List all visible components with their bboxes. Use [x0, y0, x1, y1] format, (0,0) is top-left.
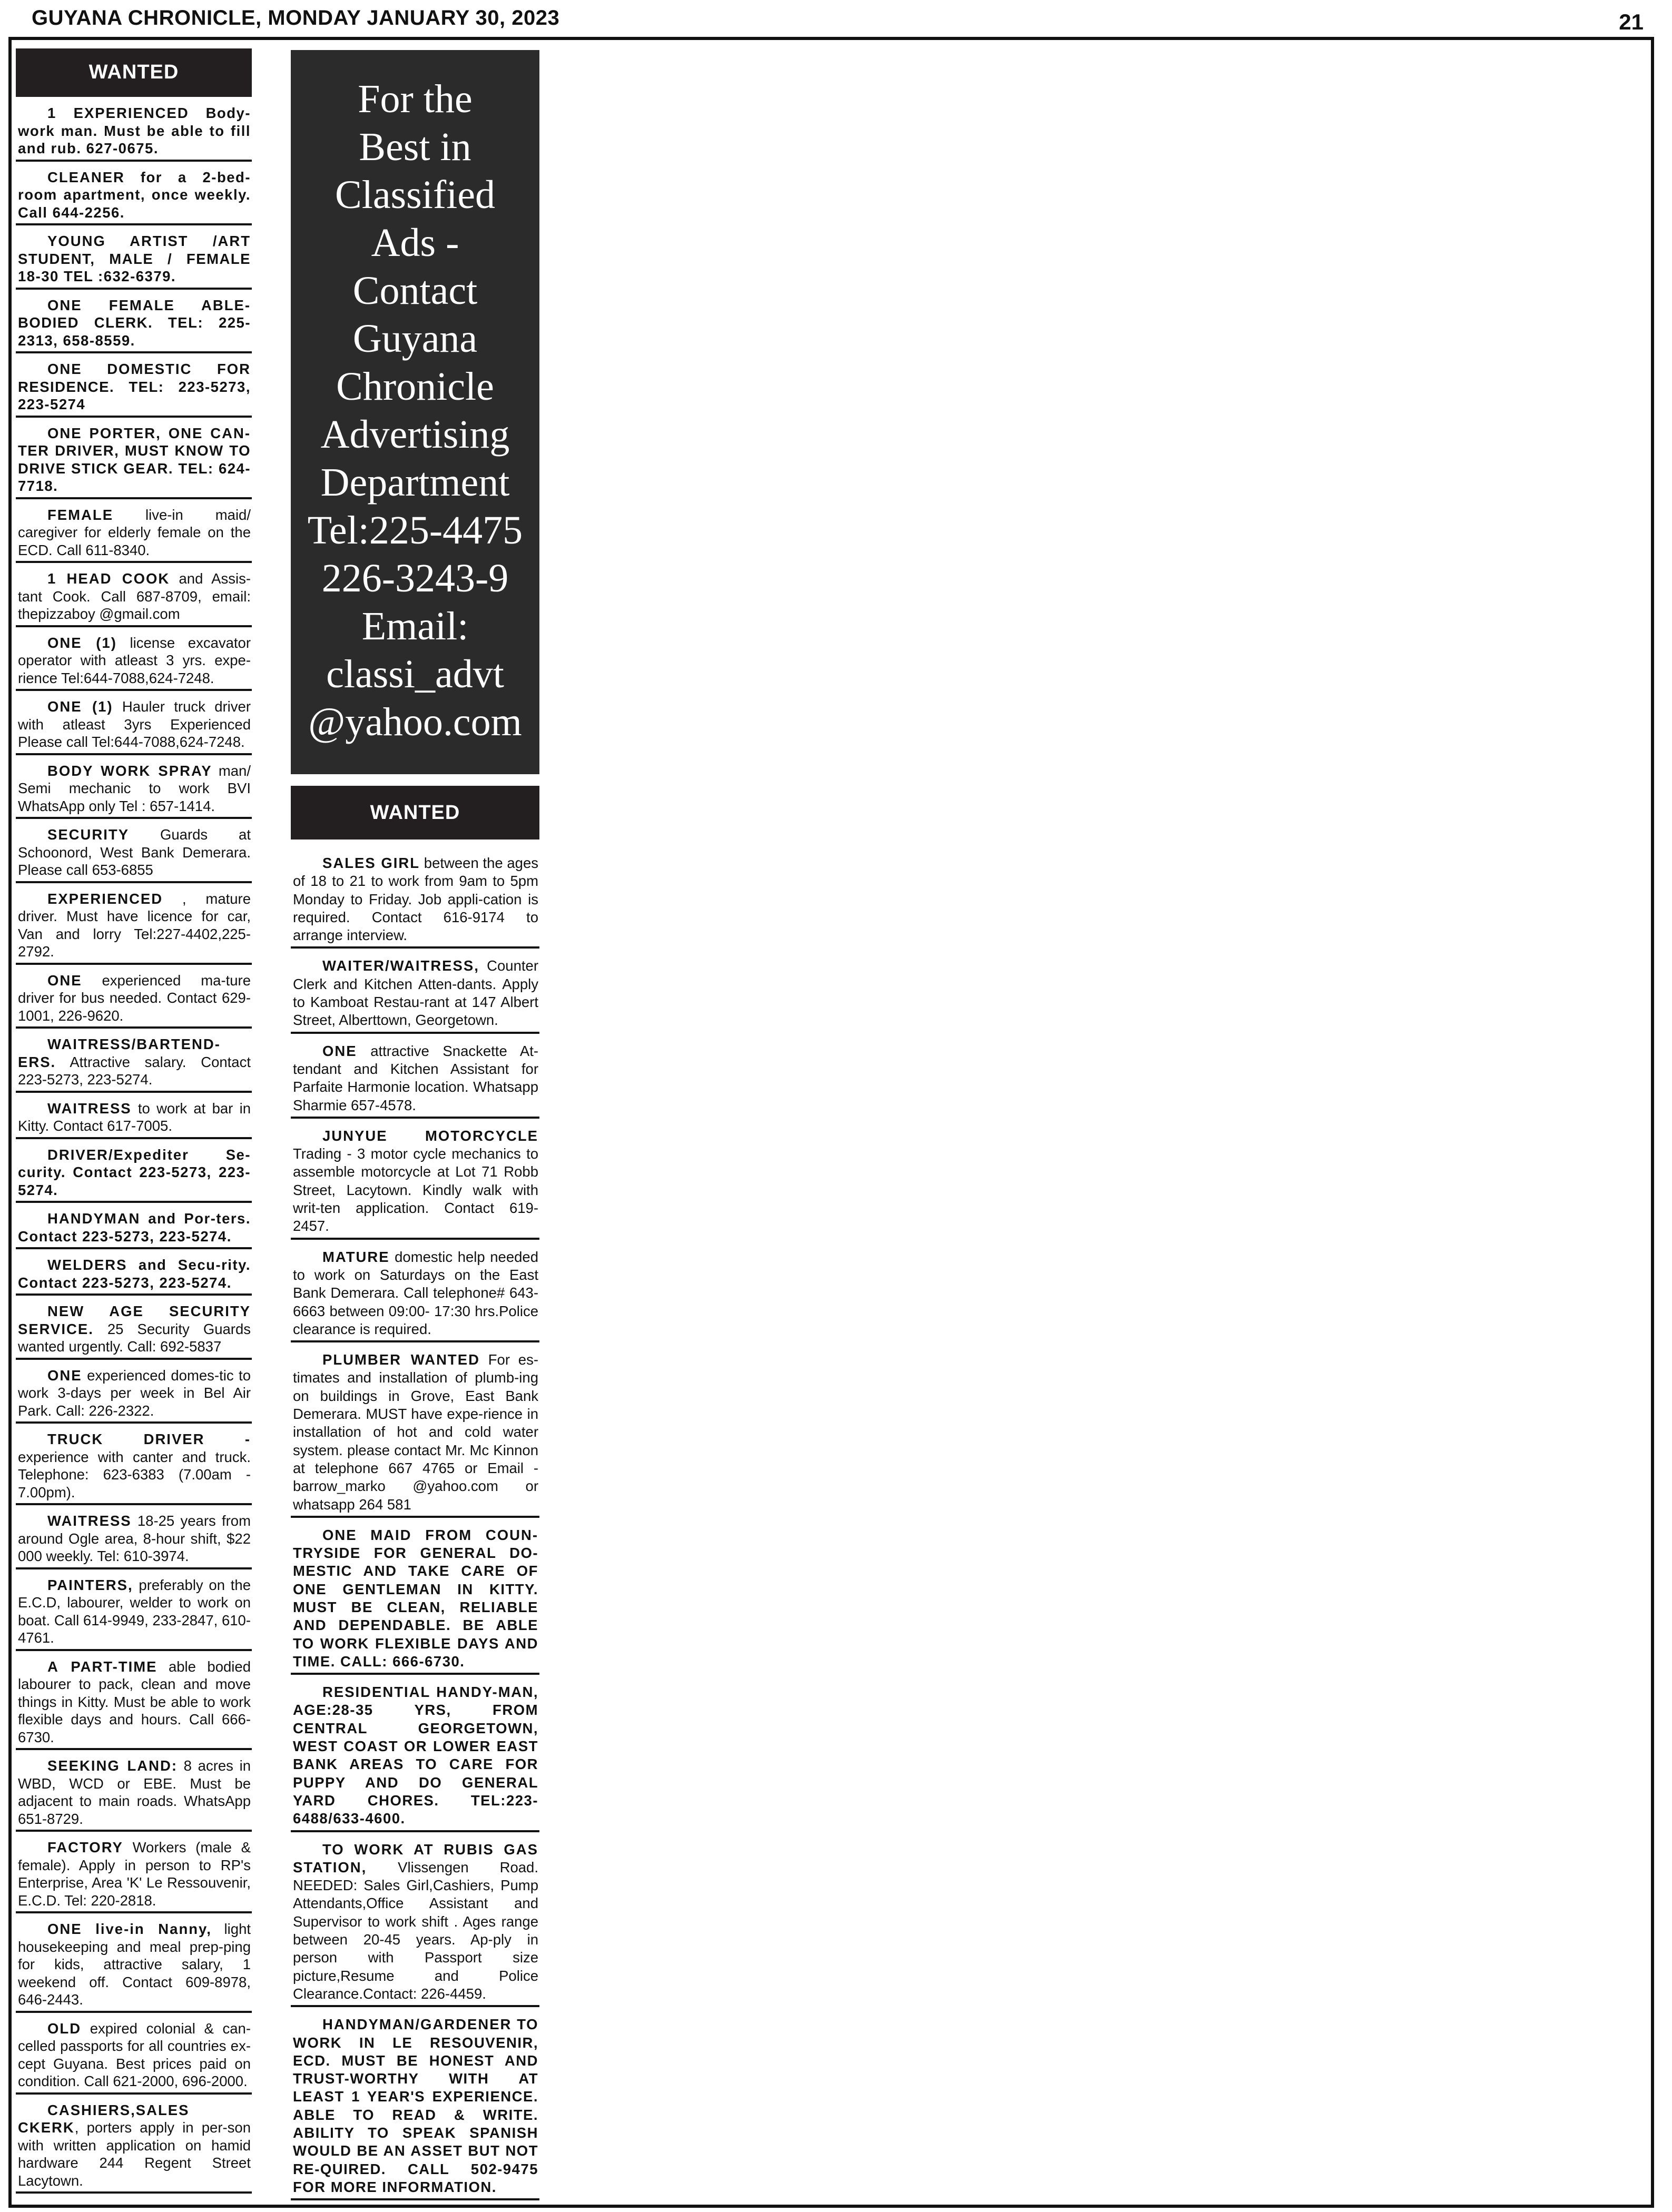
classified-ad	[291, 1040, 539, 1119]
ad-lead: OLD	[47, 2020, 82, 2037]
ad-lead: BODY WORK SPRAY	[47, 762, 212, 779]
ad-lead: TRUCK DRIVER -	[47, 1431, 251, 1447]
classified-ad	[16, 230, 252, 290]
ad-body: Workers (male & female). Apply in person to RP's Enterprise, Area 'K' Le Ressouvenir, E.C.D. Tel: 220-2818.	[18, 1839, 251, 1909]
classified-ad	[16, 1300, 252, 1360]
ad-lead: ONE	[47, 1367, 82, 1384]
classified-ad	[16, 1574, 252, 1651]
classified-ad	[16, 568, 252, 627]
promo-line: 226-3243-9	[321, 556, 509, 600]
ad-body: For es-timates and installation of plumb-ing on buildings in Grove, East Bank Demerara. MUST have expe-rience in installation of hot and cold water system. please contact Mr. Mc Kinnon at telephone 667 4765 or Email - barrow_marko @yahoo.com or whatsapp 264 581	[293, 1351, 538, 1513]
classified-ad	[16, 760, 252, 819]
ad-body: man/ Semi mechanic to work BVI WhatsApp only Tel : 657-1414.	[18, 762, 251, 814]
promo-line: Ads -	[371, 221, 459, 265]
ad-list	[291, 852, 539, 2200]
classified-ad	[16, 1254, 252, 1296]
ad-lead: 1 EXPERIENCED	[47, 105, 189, 121]
promo-line: Contact	[352, 269, 478, 313]
classified-column-right	[291, 50, 539, 2207]
ad-lead: JUNYUE MOTORCYCLE	[322, 1127, 538, 1144]
ad-lead: A PART-TIME	[47, 1658, 158, 1675]
classified-ad	[291, 1681, 539, 1832]
ad-lead: ONE live-in Nanny,	[47, 1921, 212, 1937]
ad-body: experience with canter and truck. Telephone: 623-6383 (7.00am - 7.00pm).	[18, 1448, 251, 1500]
classified-ad	[291, 955, 539, 1033]
ad-body: Se-curity. Contact 223-5273, 223-5274.	[18, 1146, 251, 1198]
ad-body: and Por-ters. Contact 223-5273, 223-5274.	[18, 1210, 251, 1245]
classified-column-left	[16, 48, 252, 2198]
ad-lead: PLUMBER WANTED	[322, 1351, 480, 1368]
ad-body: license excavator operator with atleast 3 yrs. expe-rience Tel:644-7088,624-7248.	[18, 634, 251, 686]
ad-body: preferably on the E.C.D, labourer, welder to work on boat. Call 614-9949, 233-2847, 610-4761.	[18, 1576, 251, 1646]
newspaper-dateline: GUYANA CHRONICLE, MONDAY JANUARY 30, 2023	[32, 6, 560, 29]
ad-lead: ONE	[47, 972, 82, 989]
classified-ad	[16, 696, 252, 755]
ad-lead: WAITER/WAITRESS,	[322, 957, 479, 974]
promo-line: Best in	[359, 125, 471, 169]
promo-line: For the	[358, 77, 473, 121]
classified-ad	[16, 1428, 252, 1505]
ad-lead: ONE (1)	[47, 698, 113, 715]
classified-ad	[291, 1524, 539, 1675]
ad-lead: SALES GIRL	[322, 855, 420, 871]
classified-ad	[16, 422, 252, 499]
ad-lead: ONE FEMALE ABLE-	[47, 297, 251, 313]
ad-body: RESIDENCE. TEL: 223-5273, 223-5274	[18, 378, 251, 412]
ad-body: , mature driver. Must have licence for car, Van and lorry Tel:227-4402,225-2792.	[18, 890, 251, 960]
ad-lead: WAITRESS	[47, 1513, 132, 1529]
classified-ad	[16, 504, 252, 564]
ad-lead: EXPERIENCED	[47, 890, 163, 907]
classified-ad	[16, 2099, 252, 2194]
ad-body: between the ages of 18 to 21 to work from 9am to 5pm Monday to Friday. Job appli-cation is required. Contact 616-9174 to arrange interview.	[293, 855, 538, 944]
classified-ad	[16, 1656, 252, 1751]
ad-body: for a 2-bed-room apartment, once weekly. Call 644-2256.	[18, 169, 251, 221]
classified-ad	[291, 852, 539, 949]
ad-body: 8 acres in WBD, WCD or EBE. Must be adjacent to main roads. WhatsApp 651-8729.	[18, 1757, 251, 1827]
ad-lead: RESIDENTIAL HANDY-	[322, 1684, 498, 1701]
classified-ad	[291, 2013, 539, 2200]
classified-ad	[291, 1839, 539, 2008]
ad-lead: FACTORY	[47, 1839, 123, 1855]
ad-body: Hauler truck driver with atleast 3yrs Experienced Please call Tel:644-7088,624-7248.	[18, 698, 251, 750]
ad-lead: ONE	[322, 1042, 357, 1059]
ad-body: live-in maid/ caregiver for elderly female on the ECD. Call 611-8340.	[18, 506, 251, 558]
classified-ad	[16, 166, 252, 226]
ad-body: TRYSIDE FOR GENERAL DO-MESTIC AND TAKE CARE OF ONE GENTLEMAN IN KITTY. MUST BE CLEAN, RELIABLE AND DEPENDABLE. BE ABLE TO WORK FLEXIBLE DAYS AND TIME. CALL: 666-6730.	[293, 1545, 538, 1670]
ad-body: Counter Clerk and Kitchen Atten-dants. Apply to Kamboat Restau-rant at 147 Albert Street, Alberttown, Georgetown.	[293, 957, 538, 1029]
ad-lead: DRIVER/Expediter	[47, 1146, 189, 1163]
ad-lead: TO WORK AT RUBIS GAS STATION,	[293, 1841, 538, 1875]
promo-line: Chronicle	[336, 364, 494, 409]
ad-lead: WAITRESS	[47, 1100, 132, 1117]
ad-body: STUDENT, MALE / FEMALE 18-30 TEL :632-6379.	[18, 250, 251, 284]
ad-lead: HANDYMAN/GARDENER	[322, 2016, 512, 2033]
section-heading-wanted: WANTED	[291, 786, 539, 840]
ad-lead: SECURITY	[47, 826, 130, 843]
page-number: 21	[1619, 9, 1644, 34]
promo-line: Tel:225-4475	[307, 508, 523, 552]
classified-ad	[291, 1246, 539, 1342]
ad-lead: SEEKING LAND:	[47, 1757, 178, 1774]
classified-ad	[291, 1125, 539, 1240]
ad-body: experienced ma-ture driver for bus needed. Contact 629-1001, 226-9620.	[18, 972, 251, 1024]
promo-line: Email:	[361, 604, 469, 648]
ad-body: MAN, AGE:28-35 YRS, FROM CENTRAL GEORGETOWN, WEST COAST OR LOWER EAST BANK AREAS TO CARE FOR PUPPY AND DO GENERAL YARD CHORES. TEL:223-6488/633-4600.	[293, 1684, 538, 1827]
ad-lead: HANDYMAN	[47, 1210, 141, 1227]
promo-line: Guyana	[352, 317, 478, 361]
classified-ad	[16, 358, 252, 418]
classified-ad	[16, 888, 252, 965]
ad-body: Vlissengen Road. NEEDED: Sales Girl,Cashiers, Pump Attendants,Office Assistant and Supervisor to work shift . Ages range between 20-45 years. Ap-ply in person with Passport size picture,Resume and Police Clearance.Contact: 226-4459.	[293, 1859, 538, 2002]
ad-lead: ONE MAID FROM COUN-	[322, 1526, 538, 1543]
classified-ad	[16, 2018, 252, 2095]
promo-line: @yahoo.com	[308, 700, 522, 744]
classified-ad	[16, 1510, 252, 1569]
section-heading-wanted: WANTED	[16, 48, 252, 97]
advertising-promo-box	[291, 50, 539, 774]
classified-ad	[16, 294, 252, 354]
classified-ad	[16, 1033, 252, 1093]
ad-list	[16, 102, 252, 2194]
classified-ad	[16, 824, 252, 883]
ad-body: Trading - 3 motor cycle mechanics to assemble motorcycle at Lot 71 Robb Street, Lacytown. Kindly walk with writ-ten application. Contact 619-2457.	[293, 1146, 538, 1235]
promo-line: Advertising	[320, 412, 510, 457]
ad-body: domestic help needed to work on Saturdays on the East Bank Demerara. Call telephone# 643-6663 between 09:00- 17:30 hrs.Police clearance is required.	[293, 1248, 538, 1337]
classified-ad	[16, 1144, 252, 1203]
ad-lead: MATURE	[322, 1248, 390, 1265]
ad-body: experienced domes-tic to work 3-days per week in Bel Air Park. Call: 226-2322.	[18, 1367, 251, 1419]
ad-body: 18-25 years from around Ogle area, 8-hour shift, $22 000 weekly. Tel: 610-3974.	[18, 1513, 251, 1564]
classified-ad	[16, 1365, 252, 1424]
classified-ad	[16, 632, 252, 692]
ad-body: 25 Security Guards wanted urgently. Call: 692-5837	[18, 1320, 251, 1355]
ad-lead: WAITRESS/BARTEND-ERS.	[18, 1036, 221, 1070]
classified-ad	[291, 1349, 539, 1518]
ad-body: Guards at Schoonord, West Bank Demerara. Please call 653-6855	[18, 826, 251, 878]
ad-body: and Assis-tant Cook. Call 687-8709, email: thepizzaboy @gmail.com	[18, 570, 251, 622]
ad-lead: ONE (1)	[47, 634, 117, 651]
ad-lead: CASHIERS,SALES CKERK	[18, 2101, 190, 2136]
ad-body: attractive Snackette At-tendant and Kitchen Assistant for Parfaite Harmonie location. Whatsapp Sharmie 657-4578.	[293, 1042, 538, 1113]
classified-ad	[16, 1208, 252, 1249]
ad-body: light housekeeping and meal prep-ping for kids, attractive salary, 1 weekend off. Contact 609-8978, 646-2443.	[18, 1921, 251, 2008]
ad-body: Attractive salary. Contact 223-5273, 223-5274.	[18, 1053, 251, 1088]
ad-body: TER DRIVER, MUST KNOW TO DRIVE STICK GEAR. TEL: 624-7718.	[18, 442, 251, 494]
ad-lead: CLEANER	[47, 169, 125, 185]
masthead	[32, 4, 1644, 36]
classified-ad	[16, 102, 252, 162]
promo-line: Classified	[335, 173, 495, 217]
ad-lead: NEW AGE SECURITY SERVICE.	[18, 1303, 251, 1337]
ad-body: to work at bar in Kitty. Contact 617-7005.	[18, 1100, 251, 1134]
classified-ad	[16, 1755, 252, 1832]
ad-body: able bodied labourer to pack, clean and move things in Kitty. Must be able to work flexible days and hours. Call 666-6730.	[18, 1658, 251, 1745]
ad-lead: PAINTERS,	[47, 1576, 133, 1593]
promo-line: Department	[320, 460, 510, 505]
promo-line: classi_advt	[326, 652, 504, 696]
ad-lead: ONE DOMESTIC FOR	[47, 361, 251, 377]
ad-body: and Secu-rity. Contact 223-5273, 223-5274.	[18, 1257, 251, 1291]
classified-ad	[16, 1098, 252, 1139]
classified-ad	[16, 970, 252, 1029]
ad-body: , porters apply in per-son with written application on hamid hardware 244 Regent Street Lacytown.	[18, 2119, 251, 2189]
classified-ad	[16, 1918, 252, 2013]
page-frame	[8, 37, 1654, 2208]
ad-lead: 1 HEAD COOK	[47, 570, 170, 587]
ad-lead: ONE PORTER, ONE CAN-	[47, 424, 251, 441]
ad-body: expired colonial & can-celled passports for all countries ex-cept Guyana. Best prices paid on condition. Call 621-2000, 696-2000.	[18, 2020, 251, 2089]
ad-lead: YOUNG ARTIST /ART	[47, 233, 251, 249]
classified-ad	[16, 1836, 252, 1913]
ad-body: TO WORK IN LE RESOUVENIR, ECD. MUST BE HONEST AND TRUST-WORTHY WITH AT LEAST 1 YEAR'S EXPERIENCE. ABLE TO READ & WRITE. ABILITY TO SPEAK SPANISH WOULD BE AN ASSET BUT NOT RE-QUIRED. CALL 502-9475 FOR MORE INFORMATION.	[293, 2016, 538, 2195]
ad-lead: WELDERS	[47, 1257, 127, 1273]
ad-body: BODIED CLERK. TEL: 225-2313, 658-8559.	[18, 314, 251, 349]
ad-lead: FEMALE	[47, 506, 114, 523]
ad-body: Body-work man. Must be able to fill and rub. 627-0675.	[18, 105, 251, 156]
